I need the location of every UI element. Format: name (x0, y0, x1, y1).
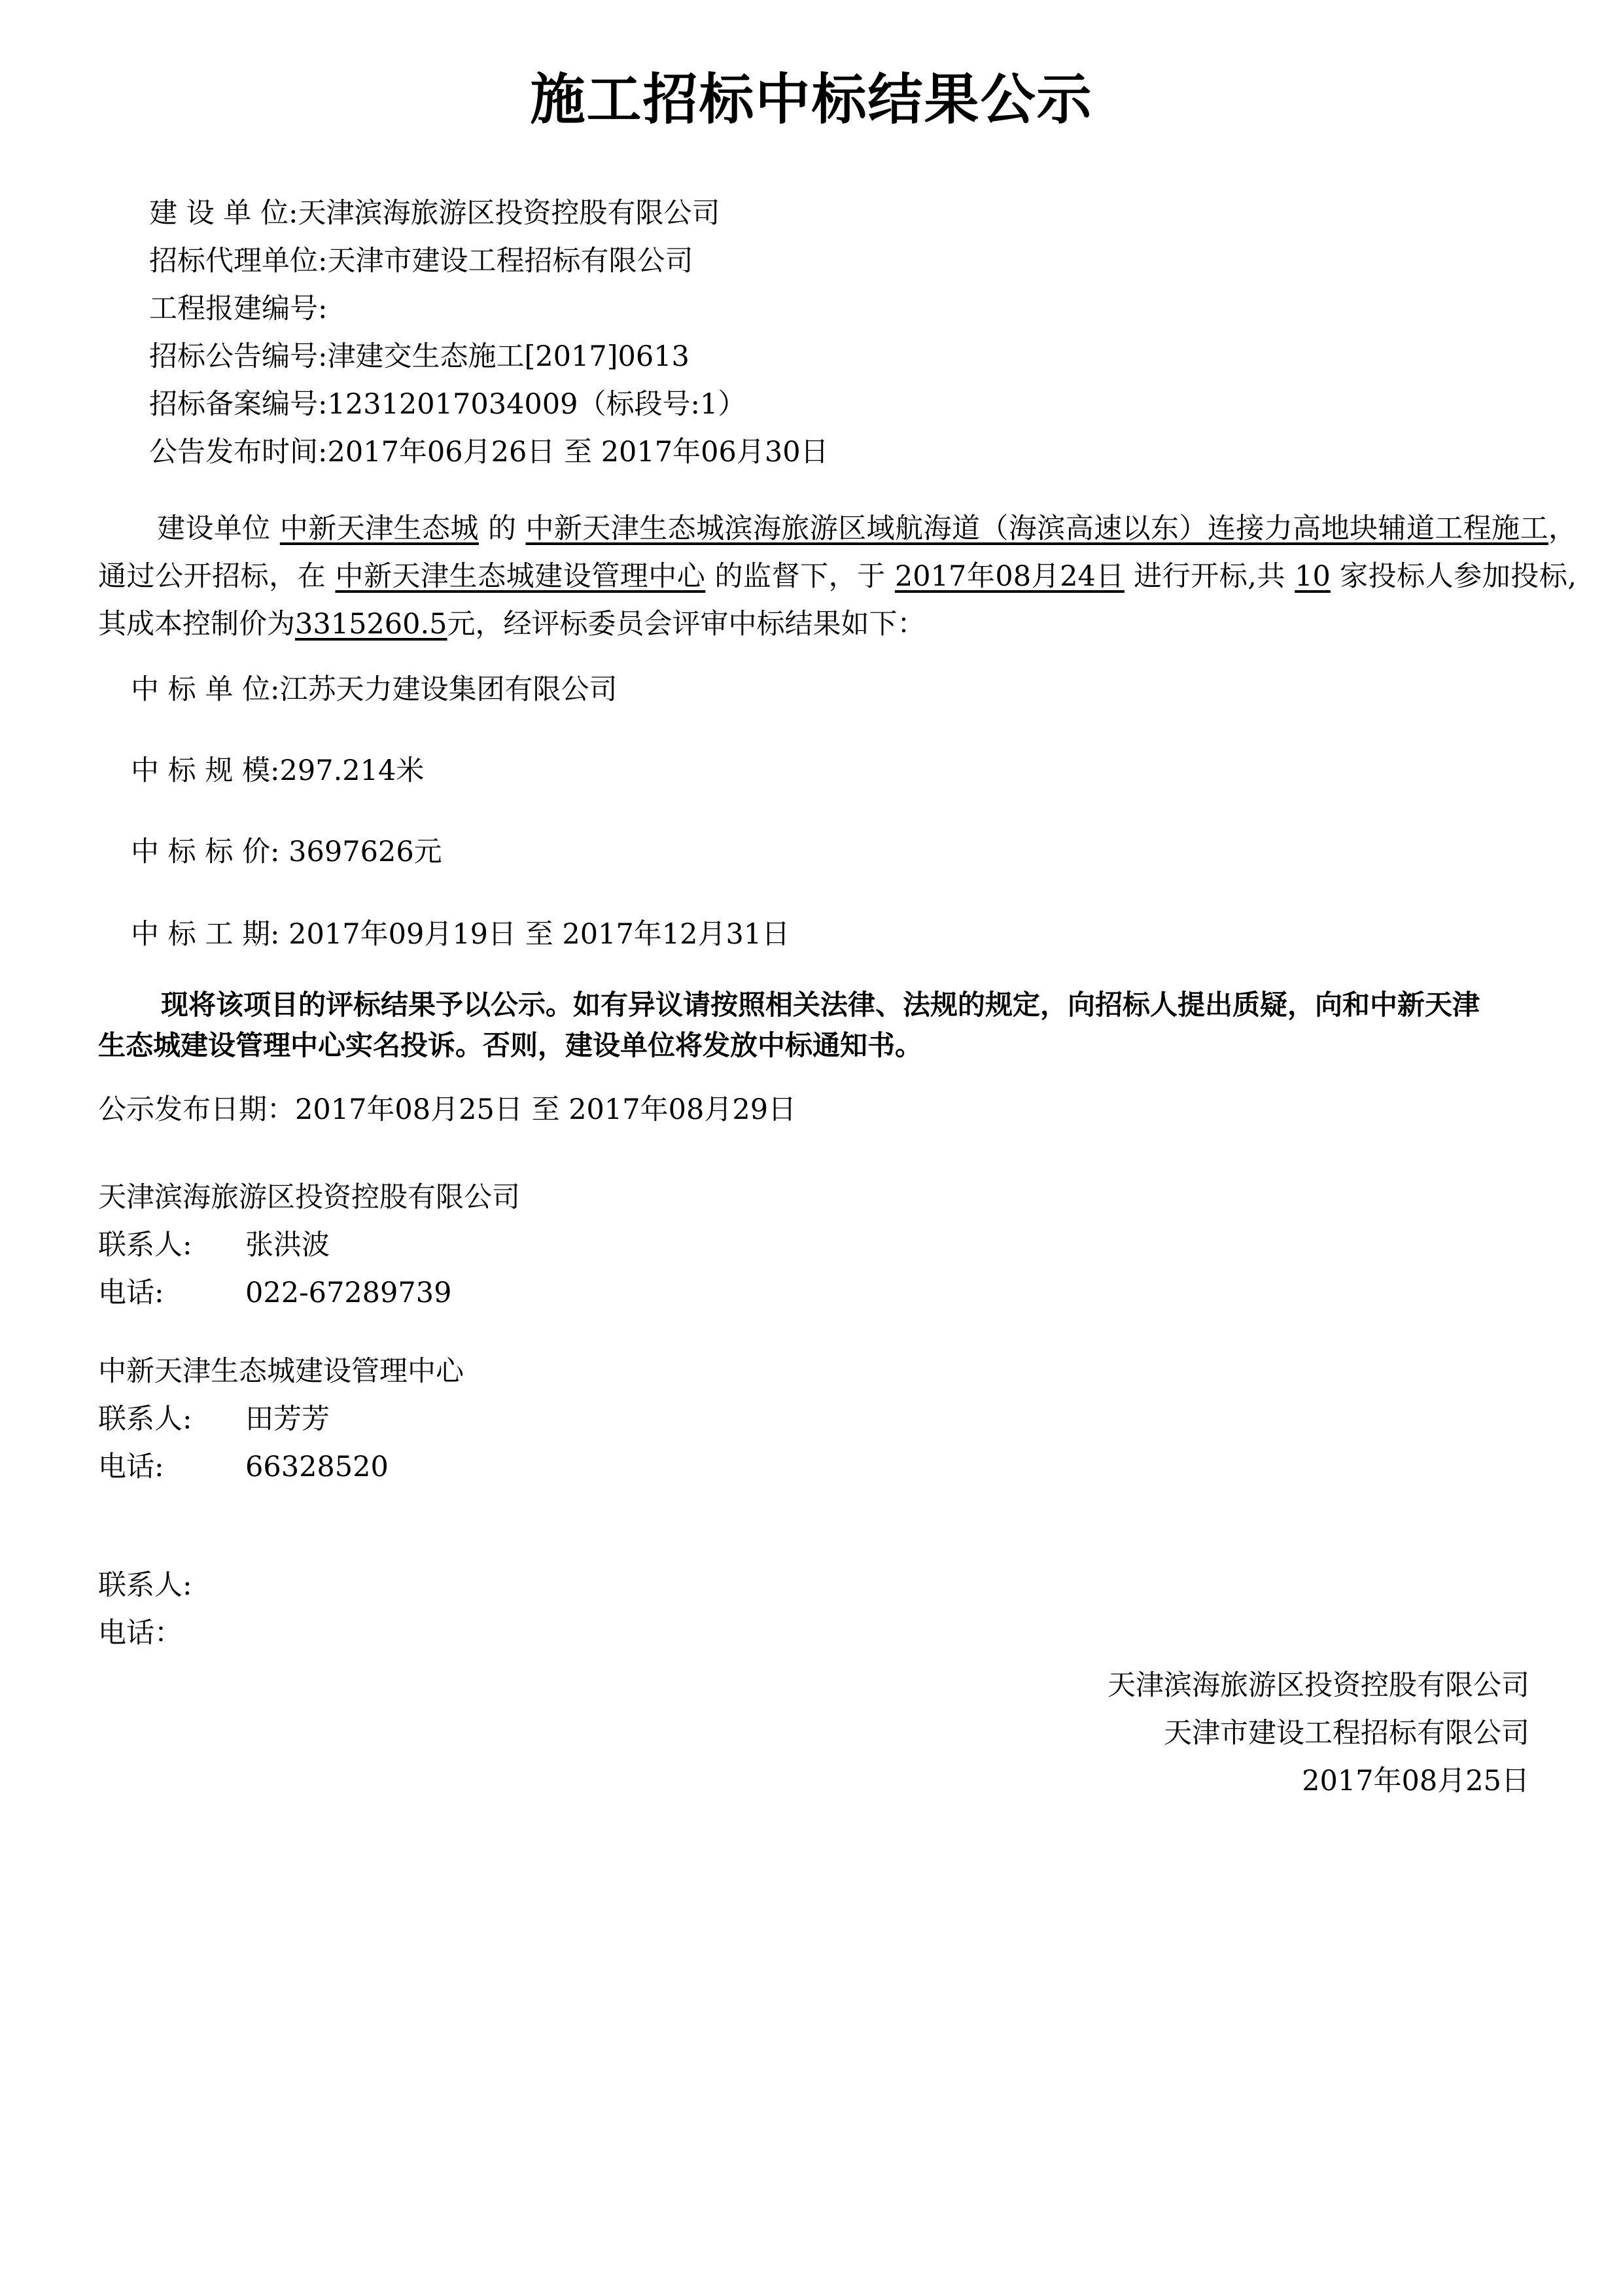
contact-phone-label: 电话: (98, 1277, 164, 1309)
winning-label: 中 标 单 位: (131, 673, 280, 706)
info-value: 天津滨海旅游区投资控股有限公司 (298, 197, 720, 230)
winning-value: 2017年09月19日 至 2017年12月31日 (279, 918, 790, 951)
paragraph-text: 的 (478, 512, 526, 545)
cost-control-price: 3315260.5 (295, 608, 447, 641)
contact-block-supervisor (98, 1348, 464, 1491)
bid-open-date: 2017年08月24日 (894, 560, 1125, 593)
winning-row-company (131, 667, 618, 707)
winning-value: 3697626元 (279, 836, 442, 868)
winning-label: 中 标 工 期: (131, 918, 280, 951)
contact-person-label: 联系人: (98, 1403, 192, 1436)
contact-phone-row (98, 1443, 464, 1491)
publish-period: 公示发布日期：2017年08月25日 至 2017年08月29日 (98, 1093, 797, 1126)
contact-person-row (98, 1222, 520, 1269)
paragraph-text: 建设单位 (157, 512, 280, 545)
contact-phone-row (98, 1610, 245, 1657)
info-label: 公告发布时间: (149, 436, 328, 468)
info-row-filing-no (149, 381, 829, 429)
contact-phone-row (98, 1269, 520, 1317)
page-title: 施工招标中标结果公示 (530, 67, 1093, 132)
contact-phone: 66328520 (245, 1451, 389, 1483)
winning-value: 297.214米 (279, 754, 425, 787)
winning-value: 江苏天力建设集团有限公司 (279, 673, 618, 706)
contact-person-row (98, 1562, 245, 1610)
contact-person-label: 联系人: (98, 1569, 192, 1602)
info-value: 2017年06月26日 至 2017年06月30日 (327, 436, 829, 468)
info-row-agent (149, 238, 829, 285)
winning-label: 中 标 规 模: (131, 754, 280, 787)
info-label: 招标公告编号: (149, 340, 328, 373)
info-label: 工程报建编号: (149, 292, 328, 325)
paragraph-text: 进行开标,共 (1124, 560, 1295, 593)
bidder-count: 10 (1295, 560, 1331, 593)
info-value: 天津市建设工程招标有限公司 (327, 245, 693, 277)
contact-org: 天津滨海旅游区投资控股有限公司 (98, 1181, 520, 1214)
contact-phone-label: 电话： (98, 1617, 183, 1650)
supervisor-name: 中新天津生态城建设管理中心 (335, 560, 706, 593)
winning-row-duration (131, 912, 790, 952)
info-value: 津建交生态施工[2017]0613 (327, 340, 689, 373)
paragraph-text: 的监督下，于 (705, 560, 895, 593)
winning-row-scale (131, 749, 424, 788)
paragraph-text: 家投标人参加投标,其成本控制价为 (98, 560, 1577, 641)
info-row-owner (149, 190, 829, 238)
signature-block (1108, 1662, 1529, 1805)
info-value: 12312017034009（标段号:1） (327, 388, 746, 421)
signature-org-owner: 天津滨海旅游区投资控股有限公司 (1108, 1669, 1529, 1702)
info-row-announcement-no (149, 333, 829, 381)
info-row-registration-no (149, 285, 829, 333)
contact-org: 中新天津生态城建设管理中心 (98, 1355, 464, 1388)
winning-row-price (131, 830, 442, 870)
info-row-announcement-period (149, 429, 829, 476)
contact-person-row (98, 1396, 464, 1443)
info-label: 招标代理单位: (149, 245, 328, 277)
contact-phone: 022-67289739 (245, 1277, 452, 1309)
contact-block-owner (98, 1174, 520, 1317)
contact-person: 张洪波 (245, 1229, 330, 1262)
info-label: 建 设 单 位: (149, 197, 298, 230)
owner-name: 中新天津生态城 (279, 512, 479, 545)
paragraph-text: 元，经评标委员会评审中标结果如下： (447, 608, 926, 641)
signature-org-agent: 天津市建设工程招标有限公司 (1164, 1717, 1529, 1750)
objection-notice: 现将该项目的评标结果予以公示。如有异议请按照相关法律、法规的规定，向招标人提出质疑，向和中新天津生态城建设管理中心实名投诉。否则，建设单位将发放中标通知书。 (98, 989, 1480, 1061)
paragraph-text: ，通过公开招标，在 (98, 512, 1577, 593)
bid-summary-paragraph (98, 505, 1577, 648)
contact-person-label: 联系人: (98, 1229, 192, 1262)
project-info-block (149, 190, 829, 476)
signature-date: 2017年08月25日 (1302, 1765, 1529, 1797)
info-label: 招标备案编号: (149, 388, 328, 421)
contact-block-blank (98, 1562, 245, 1657)
project-name: 中新天津生态城滨海旅游区域航海道（海滨高速以东）连接力高地块辅道工程施工 (525, 512, 1549, 545)
winning-label: 中 标 标 价: (131, 836, 280, 868)
contact-person: 田芳芳 (245, 1403, 330, 1436)
contact-phone-label: 电话: (98, 1451, 164, 1483)
